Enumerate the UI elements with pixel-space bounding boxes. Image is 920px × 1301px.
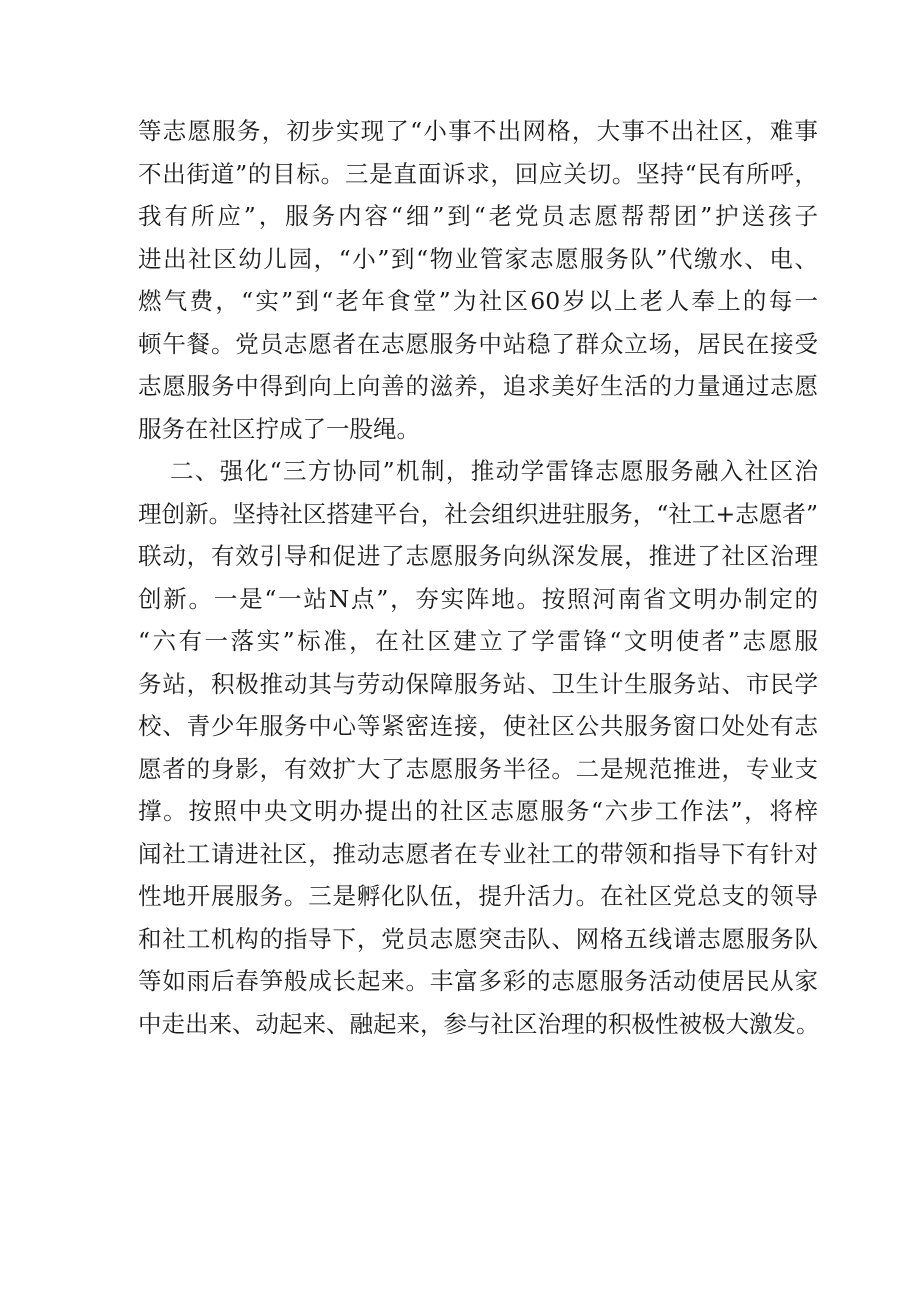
text-line: 中走出来、动起来、融起来，参与社区治理的积极性被极大激发。 bbox=[138, 1009, 820, 1038]
text-line: 创新。一是“一站N点”，夯实阵地。按照河南省文明办制定的 bbox=[138, 584, 818, 613]
text-line: 等志愿服务，初步实现了“小事不出网格，大事不出社区，难事 bbox=[138, 117, 818, 145]
text-line: 等如雨后春笋般成长起来。丰富多彩的志愿服务活动使居民从家 bbox=[138, 967, 818, 995]
text-line: 服务在社区拧成了一股绳。 bbox=[138, 414, 420, 443]
text-line: 性地开展服务。三是孵化队伍，提升活力。在社区党总支的领导 bbox=[138, 882, 818, 910]
text-line: 顿午餐。党员志愿者在志愿服务中站稳了群众立场，居民在接受 bbox=[138, 329, 818, 358]
text-line: 联动，有效引导和促进了志愿服务向纵深发展，推进了社区治理 bbox=[138, 542, 818, 570]
text-line: 志愿服务中得到向上向善的滋养，追求美好生活的力量通过志愿 bbox=[138, 372, 818, 400]
text-line: 校、青少年服务中心等紧密连接，使社区公共服务窗口处处有志 bbox=[138, 712, 818, 740]
text-line: 我有所应”，服务内容“细”到“老党员志愿帮帮团”护送孩子 bbox=[138, 202, 818, 230]
paragraph-section-two bbox=[138, 450, 818, 1045]
body-text bbox=[138, 110, 818, 1045]
text-line: 闻社工请进社区，推动志愿者在专业社工的带领和指导下有针对 bbox=[138, 839, 818, 868]
text-line: 和社工机构的指导下，党员志愿突击队、网格五线谱志愿服务队 bbox=[138, 924, 818, 953]
text-line: 务站，积极推动其与劳动保障服务站、卫生计生服务站、市民学 bbox=[138, 669, 818, 698]
text-line: 理创新。坚持社区搭建平台，社会组织进驻服务，“社工+志愿者” bbox=[138, 499, 818, 528]
text-line: 二、强化“三方协同”机制，推动学雷锋志愿服务融入社区治 bbox=[170, 457, 818, 485]
text-line: 撑。按照中央文明办提出的社区志愿服务“六步工作法”，将梓 bbox=[138, 797, 818, 825]
text-line: “六有一落实”标准，在社区建立了学雷锋“文明使者”志愿服 bbox=[138, 627, 818, 655]
paragraph-continuation bbox=[138, 110, 818, 450]
text-line: 进出社区幼儿园，“小”到“物业管家志愿服务队”代缴水、电、 bbox=[138, 244, 818, 273]
text-line: 不出街道”的目标。三是直面诉求，回应关切。坚持“民有所呼， bbox=[138, 159, 818, 188]
text-line: 燃气费，“实”到“老年食堂”为社区60岁以上老人奉上的每一 bbox=[138, 287, 818, 315]
text-line: 愿者的身影，有效扩大了志愿服务半径。二是规范推进，专业支 bbox=[138, 754, 818, 783]
